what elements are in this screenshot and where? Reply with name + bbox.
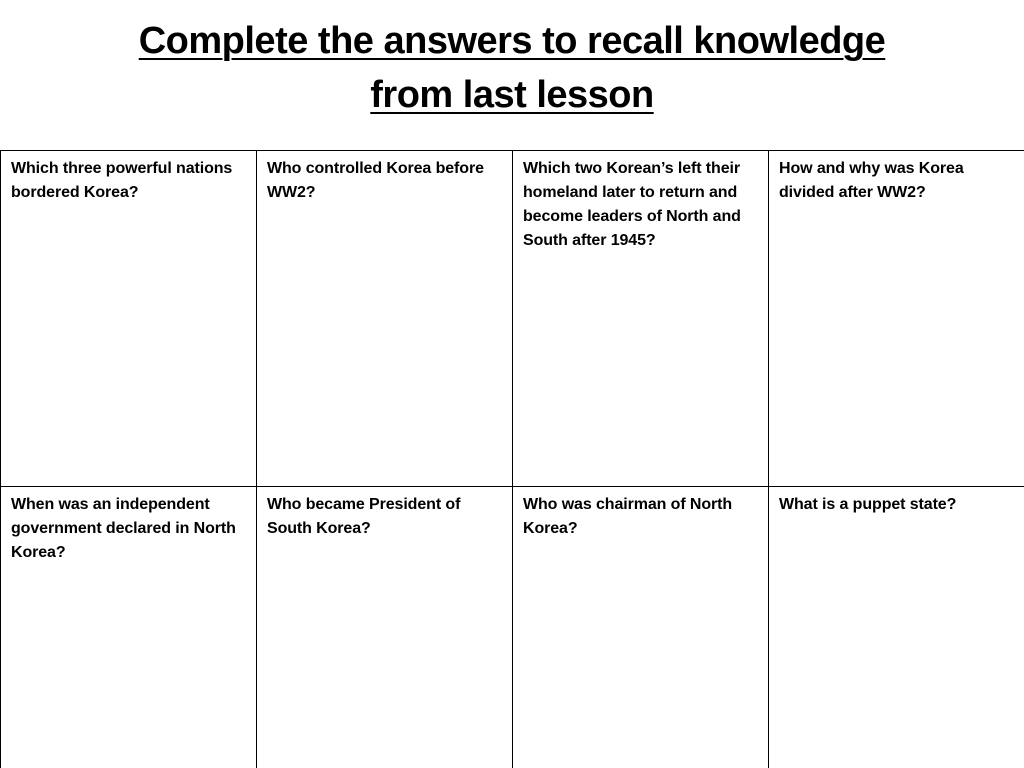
- question-cell-5[interactable]: [1, 487, 257, 768]
- question-text: Which three powerful nations bordered Korea?: [11, 160, 233, 201]
- question-cell-8[interactable]: [769, 487, 1024, 768]
- question-text: Which two Korean’s left their homeland later to return and become leaders of North and South after 1945?: [523, 160, 741, 249]
- question-grid: [0, 150, 1024, 768]
- page-title-line-1: Complete the answers to recall knowledge: [138, 20, 886, 62]
- question-text: What is a puppet state?: [779, 496, 957, 513]
- question-cell-2[interactable]: [257, 151, 513, 487]
- question-text: Who was chairman of North Korea?: [523, 496, 733, 537]
- question-cell-3[interactable]: [513, 151, 769, 487]
- question-text: Who became President of South Korea?: [267, 496, 461, 537]
- question-cell-1[interactable]: [1, 151, 257, 487]
- question-text: How and why was Korea divided after WW2?: [779, 160, 964, 201]
- question-cell-6[interactable]: [257, 487, 513, 768]
- question-text: When was an independent government declared in North Korea?: [11, 496, 236, 561]
- question-cell-7[interactable]: [513, 487, 769, 768]
- page-title: [0, 14, 1024, 122]
- question-text: Who controlled Korea before WW2?: [267, 160, 484, 201]
- question-cell-4[interactable]: [769, 151, 1024, 487]
- page-title-line-2: from last lesson: [370, 74, 654, 116]
